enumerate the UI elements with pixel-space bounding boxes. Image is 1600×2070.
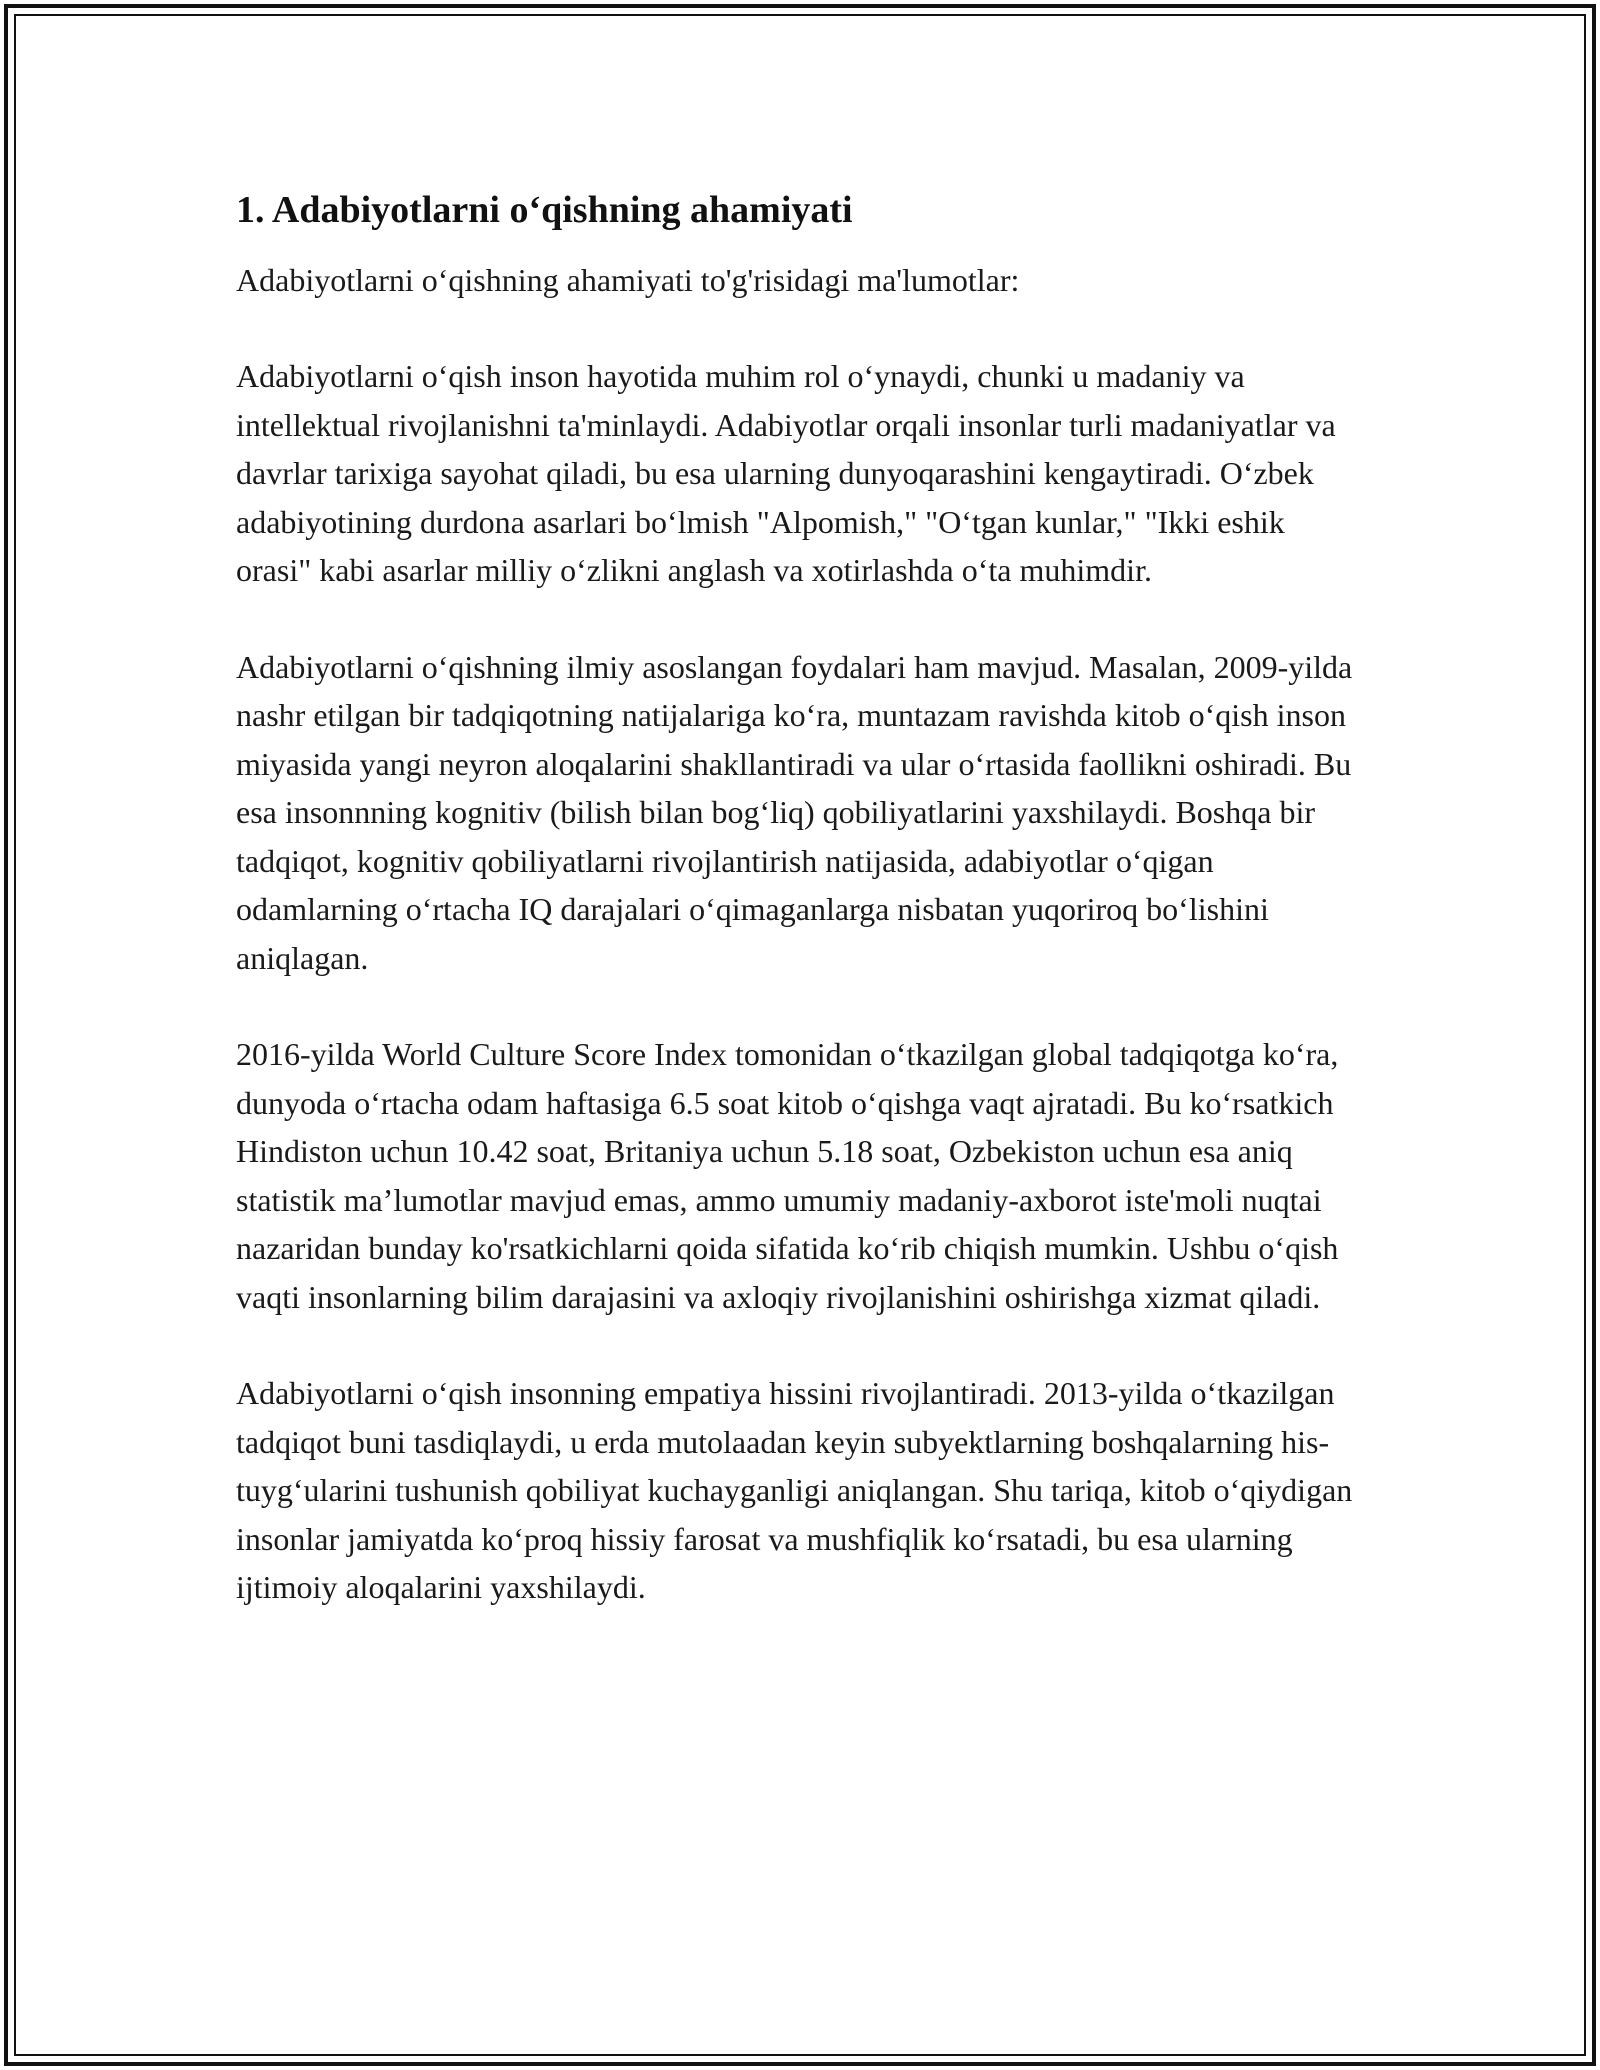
paragraph-4: Adabiyotlarni o‘qish insonning empatiya hissini rivojlantiradi. 2013-yilda o‘tkazilgan tadqiqot buni tasdiqlaydi, u erda mutolaadan keyin subyektlarning boshqalarning his-tuyg‘ularini tushunish qobiliyat kuchayganligi aniqlangan. Shu tariqa, kitob o‘qiydigan insonlar jamiyatda ko‘proq hissiy farosat va mushfiqlik ko‘rsatadi, bu esa ularning ijtimoiy aloqalarini yaxshilaydi. (236, 1375, 1353, 1605)
document-body (236, 186, 1366, 1660)
paragraph-1: Adabiyotlarni o‘qish inson hayotida muhim rol o‘ynaydi, chunki u madaniy va intellektual rivojlanishni ta'minlaydi. Adabiyotlar orqali insonlar turli madaniyatlar va davrlar tarixiga sayohat qiladi, bu esa ularning dunyoqarashini kengaytiradi. O‘zbek adabiyotining durdona asarlari bo‘lmish "Alpomish," "O‘tgan kunlar," "Ikki eshik orasi" kabi asarlar milliy o‘zlikni anglash va xotirlashda o‘ta muhimdir. (236, 358, 1336, 588)
intro-paragraph: Adabiyotlarni o‘qishning ahamiyati to'g'risidagi ma'lumotlar: (236, 262, 1020, 298)
paragraph-3: 2016-yilda World Culture Score Index tomonidan o‘tkazilgan global tadqiqotga ko‘ra, dunyoda o‘rtacha odam haftasiga 6.5 soat kitob o‘qishga vaqt ajratadi. Bu ko‘rsatkich Hindiston uchun 10.42 soat, Britaniya uchun 5.18 soat, Ozbekiston uchun esa aniq statistik ma’lumotlar mavjud emas, ammo umumiy madaniy-axborot iste'moli nuqtai nazaridan bunday ko'rsatkichlarni qoida sifatida ko‘rib chiqish mumkin. Ushbu o‘qish vaqti insonlarning bilim darajasini va axloqiy rivojlanishini oshirishga xizmat qiladi. (236, 1036, 1339, 1315)
section-heading: 1. Adabiyotlarni o‘qishning ahamiyati (236, 189, 853, 231)
paragraph-2: Adabiyotlarni o‘qishning ilmiy asoslangan foydalari ham mavjud. Masalan, 2009-yilda nashr etilgan bir tadqiqotning natijalariga ko‘ra, muntazam ravishda kitob o‘qish inson miyasida yangi neyron aloqalarini shakllantiradi va ular o‘rtasida faollikni oshiradi. Bu esa insonnning kognitiv (bilish bilan bog‘liq) qobiliyatlarini yaxshilaydi. Boshqa bir tadqiqot, kognitiv qobiliyatlarni rivojlantirish natijasida, adabiyotlar o‘qigan odamlarning o‘rtacha IQ darajalari o‘qimaganlarga nisbatan yuqoriroq bo‘lishini aniqlagan. (236, 648, 1353, 976)
